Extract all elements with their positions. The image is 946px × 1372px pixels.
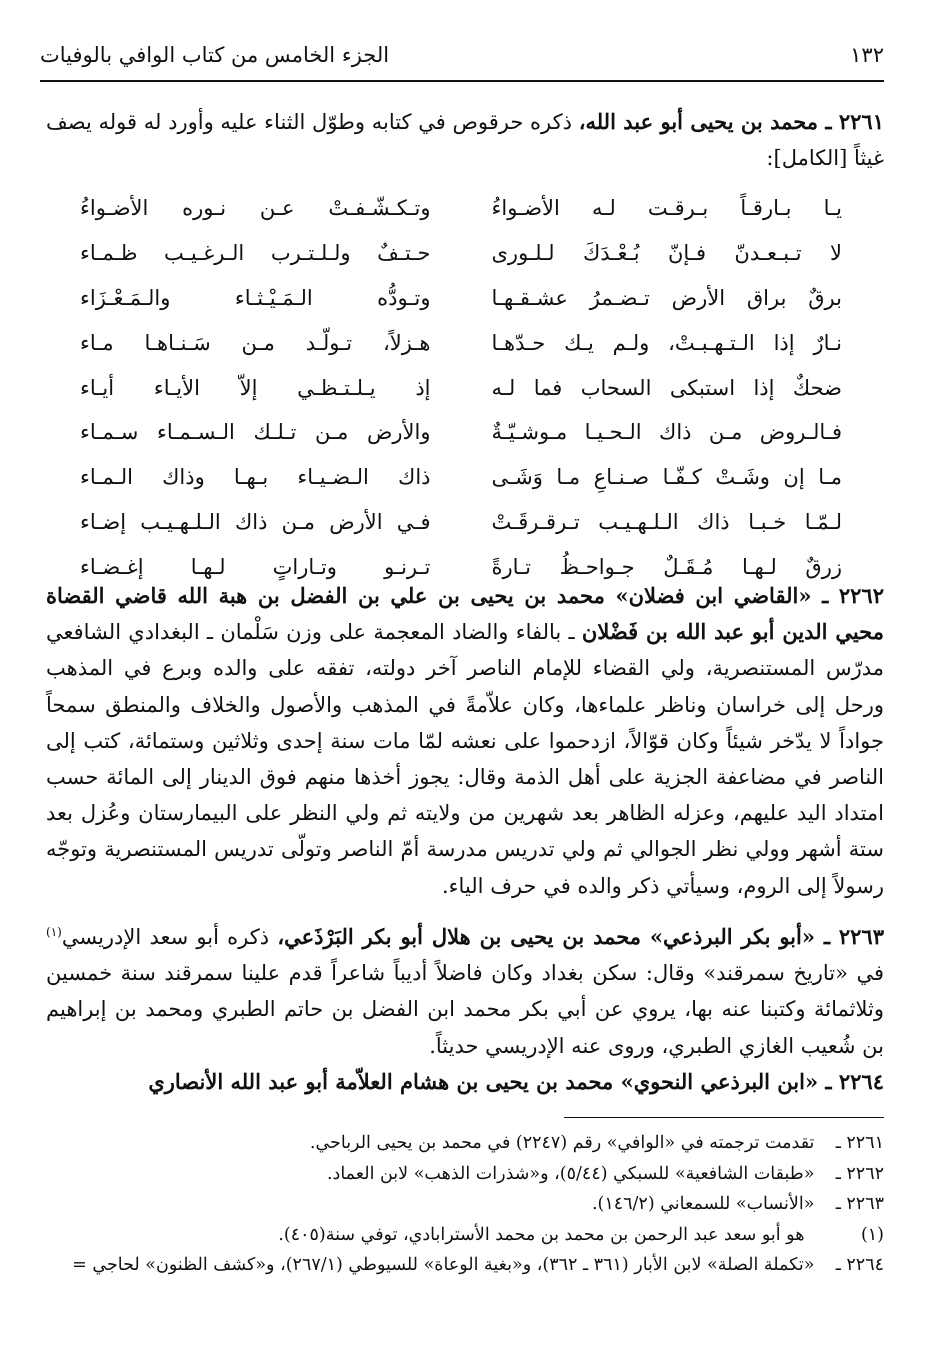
poem-line [80, 231, 842, 276]
footnote-text: تقدمت ترجمته في «الوافي» رقم (٢٢٤٧) في محمد بن يحيى الرباحي. [309, 1133, 815, 1153]
footnote-number: ٢٢٦١ ـ [835, 1133, 884, 1153]
footnote-marker: (١) [46, 925, 62, 939]
poem-first-hemistich: فـالـروض مـن ذاك الـحـيـا مـوشـيّـةٌ [491, 420, 842, 445]
entry-heading: ٢٢٦٤ ـ «ابن البرذعي النحوي» محمد بن يحيى بن هشام العلاّمة أبو عبد الله الأنصاري [148, 1069, 884, 1094]
entry-heading: ٢٢٦٢ ـ «القاضي ابن فضلان» محمد بن يحيى بن علي بن الفضل بن هبة الله قاضي القضاة محيي الدين أبو عبد الله بن فَضْلان [46, 583, 884, 645]
entry-text: ـ بالفاء والضاد المعجمة على وزن سَلْمان ـ البغدادي الشافعي مدرّس المستنصرية، ولي القضاء للإمام الناصر آخر دولته، تفقه على والده وبرع في المذهب ورحل إلى خراسان وناظر علماءها، وكان علاّمةً في المذهب والأصول والخلاف والمنطق سمحاً جواداً لا يدّخر شيئاً وكان قوّالاً، ازدحموا على نعشه لمّا مات سنة إحدى وثلاثين وستمائة، كتب إلى الناصر في مضاعفة الجزية على أهل الذمة وقال: يجوز أخذها منهم فوق الدينار إلى المائة حسب امتداد اليد عليهم، وعزله الظاهر بعد شهرين من ولايته ثم ولي النظر على البيمارستان وعُزل بعد ستة أشهر وولي نظر الجوالي ثم ولي تدريس مدرسة أمّ الناصر وتولّى تدريس المستنصرية وتوجّه رسولاً إلى الروم، وسيأتي ذكر والده في حرف الياء. [46, 620, 884, 898]
footnotes [40, 1128, 884, 1281]
footnote-text: «تكملة الصلة» لابن الأبار (٣٦١ ـ ٣٦٢)، و«بغية الوعاة» للسيوطي (٢٦٧/١)، و«كشف الظنون» لحاجي = [72, 1255, 815, 1275]
poem-second-hemistich: إذ يـلـتـظـي إلاّ الأيـاء أيـاء [80, 375, 431, 400]
entry-heading: ٢٢٦٣ ـ «أبو بكر البرذعي» محمد بن يحيى بن هلال أبو بكر البَرْذَعي، [277, 924, 884, 949]
running-title: الجزء الخامس من كتاب الوافي بالوفيات [40, 43, 390, 67]
entry-2264 [46, 1064, 884, 1100]
entry-2263 [46, 914, 884, 1064]
footnote-divider [564, 1117, 884, 1118]
poem-line [80, 365, 842, 410]
entry-heading: ٢٢٦١ ـ محمد بن يحيى أبو عبد الله، [578, 109, 884, 134]
footnote-text: هو أبو سعد عبد الرحمن بن محمد بن محمد الأسترابادي، توفي سنة(٤٠٥). [278, 1224, 805, 1245]
page-number: ١٣٢ [850, 43, 884, 67]
poem-second-hemistich: حـتـفٌ ولـلـتـرب الـرغـيـب ظـمـاء [80, 241, 431, 266]
poem-second-hemistich: وتـودُّه الـمَـيْـثـاء والـمَـعْـزَاء [80, 285, 431, 310]
poem-second-hemistich: وتـكـشّـفـتْ عـن نـوره الأضـواءُ [80, 196, 431, 221]
poem-first-hemistich: مـا إن وشَـتْ كـفّـا صـنـاعِ مـا وَشَـى [491, 465, 842, 490]
poem-second-hemistich: والأرض مـن تـلـك الـسـمـاء سـمـاء [80, 420, 431, 445]
footnote-number: ٢٢٦٤ ـ [835, 1255, 884, 1275]
poem-second-hemistich: فـي الأرض مـن ذاك الـلـهـيـب إضـاء [80, 509, 431, 534]
entry-text: ذكره حرقوص في كتابه وطوّل الثناء عليه وأورد له قوله يصف غيثاً [الكامل]: [46, 110, 884, 171]
poem-first-hemistich: نـارٌ إذا الـتـهـبـتْ، ولـم يـك حـدّهـا [491, 330, 842, 355]
entry-text: ذكره أبو سعد الإدريسي [61, 925, 278, 949]
footnote-text: «الأنساب» للسمعاني (١٤٦/٢). [591, 1194, 815, 1214]
footnote [40, 1159, 884, 1190]
header-divider [40, 80, 884, 82]
poem-line [80, 500, 842, 545]
footnote [40, 1189, 884, 1220]
poem-first-hemistich: زرقٌ لـهـا مُـقَـلٌ جـواحـظُ تـارةً [491, 554, 842, 579]
poem [80, 186, 842, 589]
poem-second-hemistich: هـزلاً، تـولّـد مـن سَـنـاهـا مـاء [80, 330, 431, 355]
entry-2261 [46, 104, 884, 176]
footnote-text: «طبقات الشافعية» للسبكي (٥/٤٤)، و«شذرات الذهب» لابن العماد. [326, 1163, 815, 1184]
footnote-number: (١) [860, 1224, 884, 1245]
poem-line [80, 276, 842, 321]
footnote [40, 1128, 884, 1159]
footnote-number: ٢٢٦٢ ـ [835, 1163, 884, 1184]
poem-second-hemistich: ذاك الـضـيـاء بـهـا وذاك الـمـاء [80, 465, 431, 490]
poem-second-hemistich: تـرنـو وتـاراتٍ لـهـا إغـضـاء [80, 554, 431, 579]
poem-first-hemistich: لا تـبـعـدنّ فـإنّ بُـعْـدَكَ لـلـورى [491, 241, 842, 266]
poem-line [80, 455, 842, 500]
poem-first-hemistich: يـا بـارقـاً بـرقـت لـه الأضـواءُ [491, 196, 842, 221]
poem-first-hemistich: ضحكٌ إذا استبكى السحاب فما لـه [491, 375, 842, 400]
poem-first-hemistich: لـمّـا خـبـا ذاك الـلـهـيـب تـرقـرقَـتْ [491, 509, 842, 534]
poem-line [80, 186, 842, 231]
poem-first-hemistich: برقٌ براق الأرض تـضـمرُ عشـقـهـا [491, 285, 842, 310]
poem-line [80, 320, 842, 365]
entry-2262 [46, 578, 884, 904]
footnote-number: ٢٢٦٣ ـ [835, 1194, 884, 1214]
footnote [40, 1220, 884, 1251]
entry-text-continued: في «تاريخ سمرقند» وقال: سكن بغداد وكان فاضلاً أديباً شاعراً قدم علينا سمرقند سنة خمسين وثلاثمائة وكتبنا عنه بها، يروي عن أبي بكر محمد ابن الفضل بن حاتم الطبري ومحمد بن إبراهيم بن شُعيب الغازي الطبري، وروى عنه الإدريسي حديثاً. [46, 961, 884, 1058]
footnote [40, 1250, 884, 1281]
poem-line [80, 410, 842, 455]
page-header [40, 38, 884, 72]
